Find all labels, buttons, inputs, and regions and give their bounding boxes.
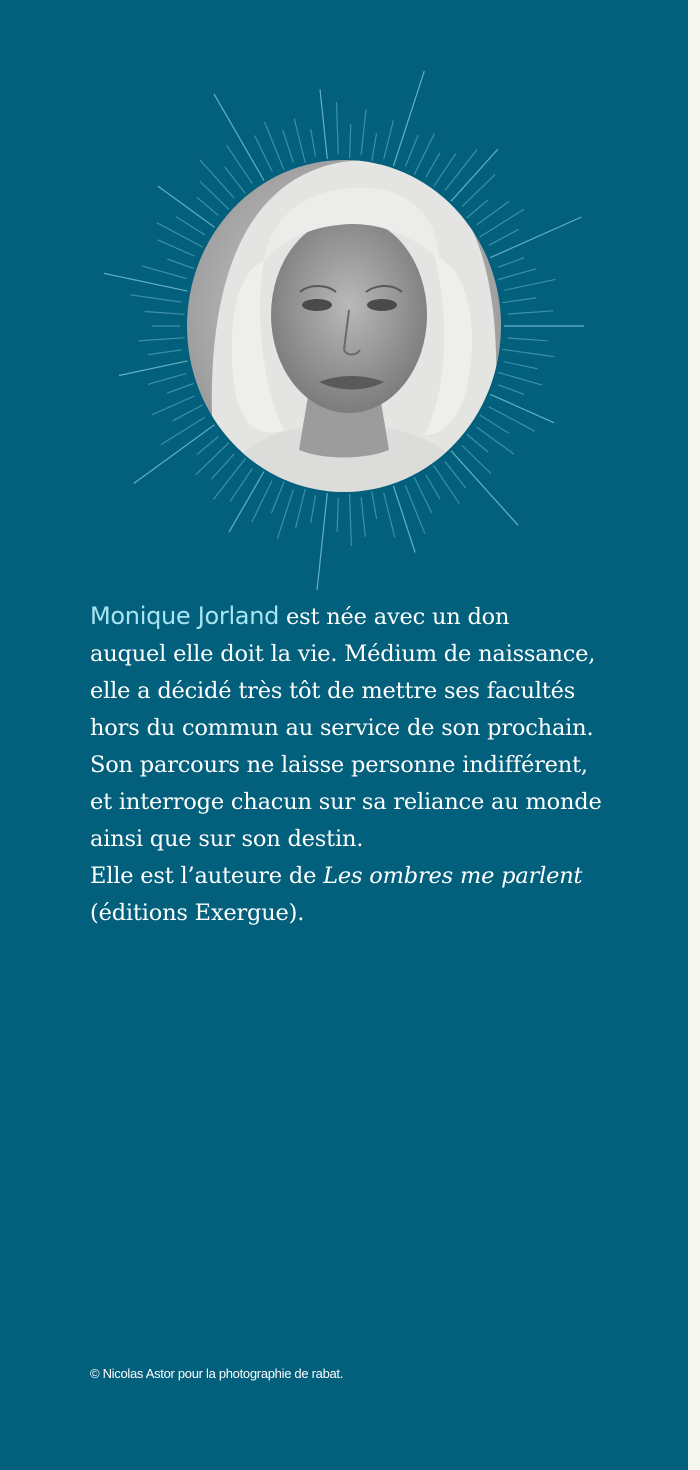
author-name: Monique Jorland <box>90 602 280 630</box>
author-portrait <box>104 60 584 590</box>
bio-line-9: (éditions Exergue). <box>90 900 305 926</box>
bio-line-4: hors du commun au service de son prochain. <box>90 715 594 741</box>
bio-line-3: elle a décidé très tôt de mettre ses facultés <box>90 678 576 704</box>
book-title: Les ombres me parlent <box>323 863 583 889</box>
photo-credit: © Nicolas Astor pour la photographie de rabat. <box>90 1366 344 1381</box>
author-bio <box>90 598 630 932</box>
bio-line-7: ainsi que sur son destin. <box>90 826 364 852</box>
bio-line-5: Son parcours ne laisse personne indifférent, <box>90 752 588 778</box>
bio-line-1-rest: est née avec un don <box>279 604 510 630</box>
portrait-block <box>104 60 584 590</box>
bio-line-8 <box>90 858 630 895</box>
bio-line-8-prefix: Elle est l’auteure de <box>90 863 324 889</box>
bio-line-6: et interroge chacun sur sa reliance au monde <box>90 789 602 815</box>
page-edge <box>688 0 700 1470</box>
bio-line-1 <box>90 598 630 636</box>
bio-line-2: auquel elle doit la vie. Médium de naissance, <box>90 641 596 667</box>
